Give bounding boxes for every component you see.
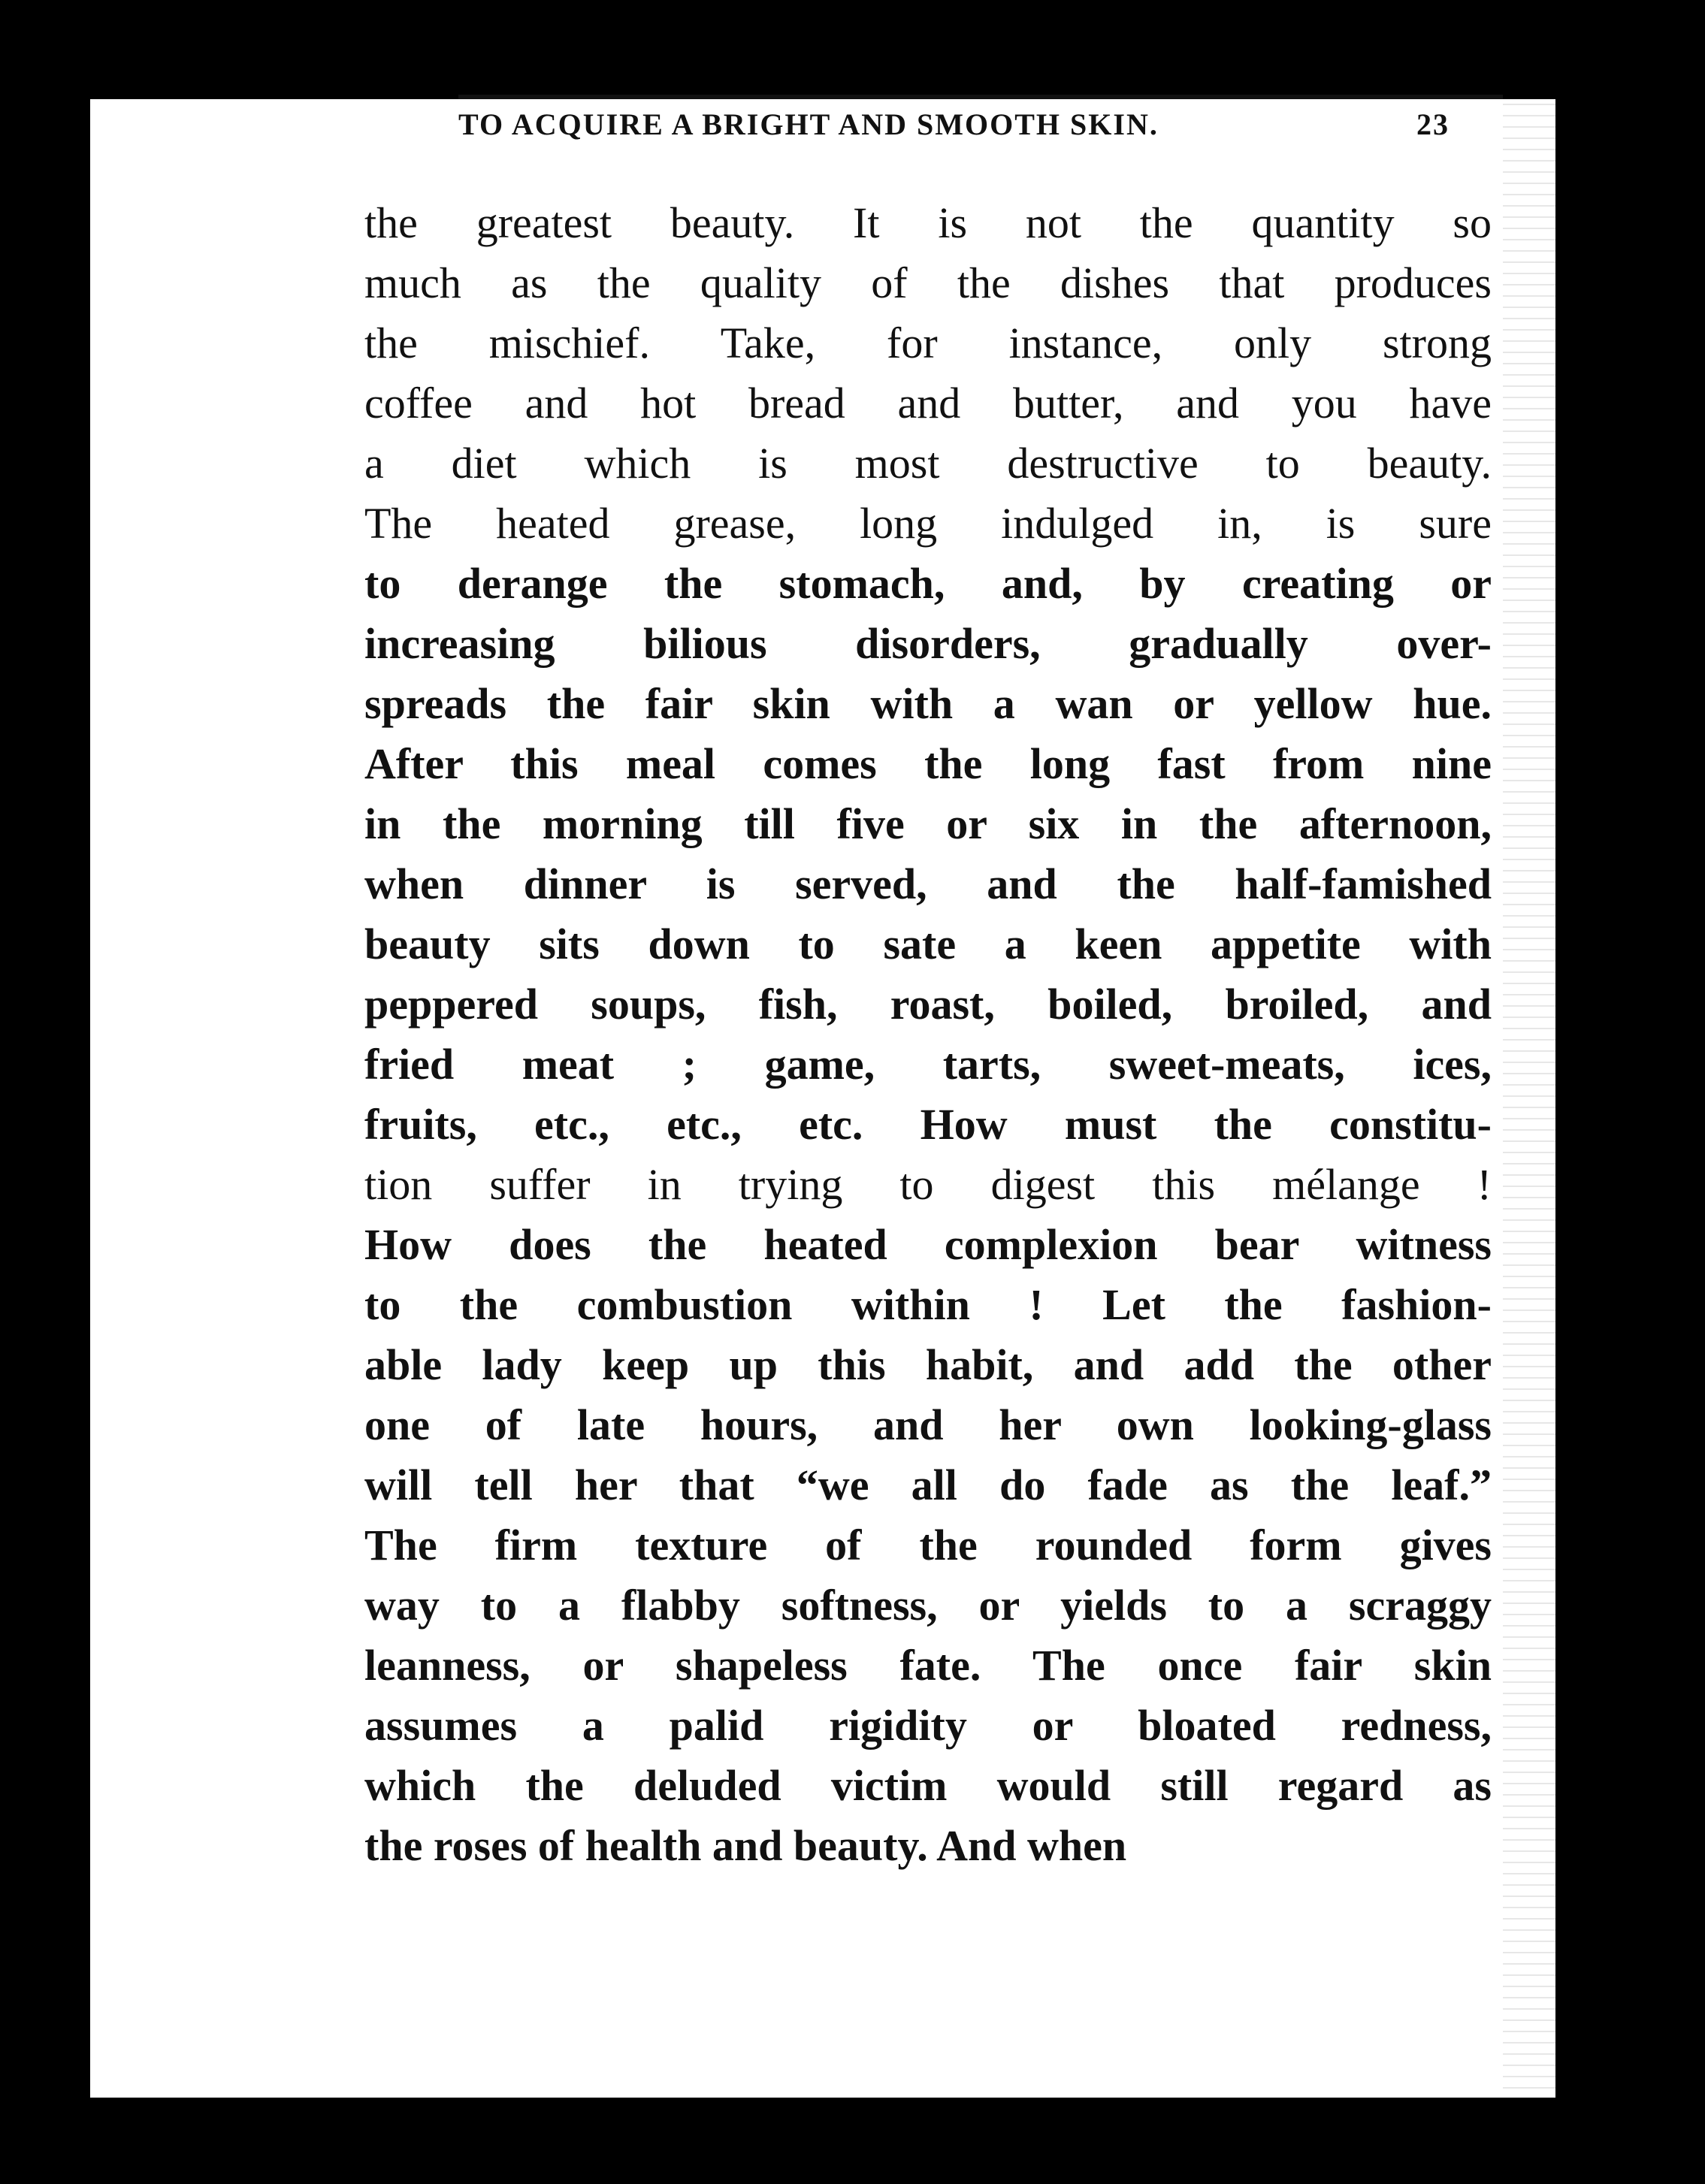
text-line: the mischief. Take, for instance, only strong: [364, 319, 1492, 367]
binding-edge: [0, 0, 90, 2184]
text-line: way to a flabby softness, or yields to a scraggy: [364, 1581, 1492, 1630]
text-line: After this meal comes the long fast from nine: [364, 739, 1492, 788]
text-line: when dinner is served, and the half-famished: [364, 859, 1492, 908]
text-line: one of late hours, and her own looking-glass: [364, 1400, 1492, 1449]
page-edge-shadow: [1503, 99, 1555, 2098]
text-line: fried meat ; game, tarts, sweet-meats, ices,: [364, 1040, 1492, 1089]
page-number: 23: [1416, 107, 1450, 141]
text-line: much as the quality of the dishes that produces: [364, 258, 1492, 307]
text-line: a diet which is most destructive to beauty.: [364, 439, 1492, 488]
body-text: [364, 193, 1492, 1876]
text-line: beauty sits down to sate a keen appetite with: [364, 920, 1492, 968]
text-line: which the deluded victim would still regard as: [364, 1761, 1492, 1810]
text-line: able lady keep up this habit, and add the other: [364, 1340, 1492, 1389]
header-rule: [458, 95, 1503, 99]
text-line: peppered soups, fish, roast, boiled, broiled, and: [364, 980, 1492, 1029]
text-line: to derange the stomach, and, by creating or: [364, 559, 1492, 608]
text-line: the roses of health and beauty. And when: [364, 1821, 1127, 1870]
text-line: will tell her that “we all do fade as the leaf.”: [364, 1461, 1492, 1509]
text-line: fruits, etc., etc., etc. How must the constitu-: [364, 1100, 1492, 1149]
text-line: increasing bilious disorders, gradually over-: [364, 619, 1492, 668]
text-line: coffee and hot bread and butter, and you have: [364, 379, 1492, 427]
running-head: [458, 107, 1510, 142]
text-line: assumes a palid rigidity or bloated redness,: [364, 1701, 1492, 1750]
text-line: leanness, or shapeless fate. The once fair skin: [364, 1641, 1492, 1690]
text-line: to the combustion within ! Let the fashion-: [364, 1280, 1492, 1329]
running-head-title: TO ACQUIRE A BRIGHT AND SMOOTH SKIN.: [458, 107, 1159, 141]
text-line: The heated grease, long indulged in, is sure: [364, 499, 1492, 548]
book-page: [90, 99, 1555, 2098]
text-line: spreads the fair skin with a wan or yellow hue.: [364, 679, 1492, 728]
text-line: in the morning till five or six in the afternoon,: [364, 799, 1492, 848]
text-line: The firm texture of the rounded form gives: [364, 1521, 1492, 1569]
text-line: How does the heated complexion bear witness: [364, 1220, 1492, 1269]
text-line: tion suffer in trying to digest this mélange !: [364, 1160, 1492, 1209]
text-line: the greatest beauty. It is not the quantity so: [364, 198, 1492, 247]
